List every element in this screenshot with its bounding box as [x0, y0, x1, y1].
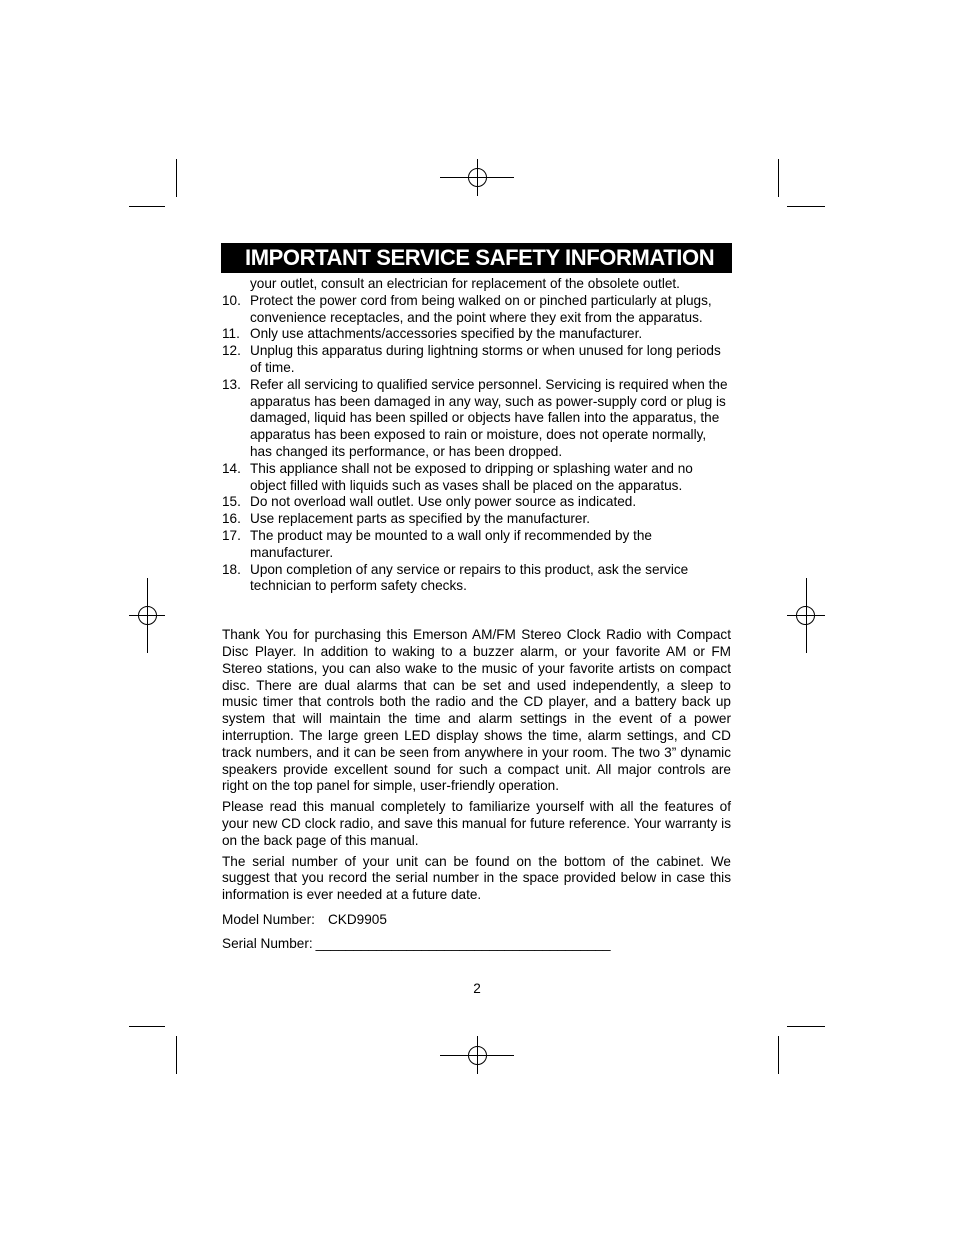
safety-item: 11. Only use attachments/accessories specified by the manufacturer.: [222, 326, 643, 342]
crop-mark: [778, 1036, 779, 1074]
safety-item: 15. Do not overload wall outlet. Use only power source as indicated.: [222, 494, 637, 510]
crop-mark: [778, 159, 779, 197]
safety-item: 12. Unplug this apparatus during lightning storms or when unused for long periods of time.: [222, 343, 721, 375]
crop-mark: [176, 1036, 177, 1074]
model-number-label: Model Number:: [222, 911, 315, 927]
safety-item: 17. The product may be mounted to a wall only if recommended by the manufacturer.: [222, 527, 652, 560]
crop-mark: [129, 206, 165, 207]
intro-paragraph: Please read this manual completely to familiarize yourself with all the features of your new CD clock radio, and save this manual for future reference. Your warranty is on the back page of this manual.: [222, 799, 731, 848]
page-number: 2: [473, 981, 481, 996]
serial-number-row: [222, 936, 731, 953]
serial-number-line: _______________________________________: [315, 935, 611, 951]
safety-continuation: your outlet, consult an electrician for replacement of the obsolete outlet.: [250, 276, 680, 291]
page-content: [222, 276, 731, 952]
model-number-value: CKD9905: [327, 911, 387, 927]
crop-mark: [129, 1026, 165, 1027]
crop-mark: [787, 206, 825, 207]
safety-item: 14. This appliance shall not be exposed to dripping or splashing water and no object filled with liquids such as vases shall be placed on the apparatus.: [222, 460, 693, 493]
serial-number-label: Serial Number:: [222, 935, 313, 951]
crop-mark: [176, 159, 177, 197]
safety-item: 13. Refer all servicing to qualified service personnel. Servicing is required when the apparatus has been damaged in any way, such as power-supply cord or plug is damaged, liquid has been spilled or objects have fallen into the apparatus, the apparatus has been exposed to rain or moisture, does not operate normally, has changed its performance, or has been dropped.: [222, 376, 728, 459]
intro-paragraph: Thank You for purchasing this Emerson AM/FM Stereo Clock Radio with Compact Disc Player. In addition to waking to a buzzer alarm, or your favorite AM or FM Stereo stations, you can also wake to the music of your favorite artists on compact disc. There are dual alarms that can be set and used independently, a sleep to music timer that controls both the radio and the CD player, and a battery back up system that will maintain the time and alarm settings in the event of a power interruption. The large green LED display shows the time, alarm settings, and CD track numbers, and it can be seen from anywhere in your room. The two 3” dynamic speakers provide excellent sound for such a compact unit. All major controls are right on the top panel for simple, user-friendly operation.: [222, 627, 731, 794]
intro-paragraph: The serial number of your unit can be found on the bottom of the cabinet. We suggest that you record the serial number in the space provided below in case this information is ever needed at a future date.: [222, 853, 731, 903]
safety-item: 18. Upon completion of any service or repairs to this product, ask the service technician to perform safety checks.: [222, 561, 689, 594]
section-title: IMPORTANT SERVICE SAFETY INFORMATION: [245, 245, 715, 270]
safety-item: 16. Use replacement parts as specified by the manufacturer.: [222, 511, 591, 527]
safety-list: [222, 293, 731, 595]
section-header: [221, 243, 732, 273]
intro-section: [222, 627, 731, 952]
model-number-row: [222, 912, 731, 929]
crop-mark: [787, 1026, 825, 1027]
safety-item: 10. Protect the power cord from being walked on or pinched particularly at plugs, convenience receptacles, and the point where they exit from the apparatus.: [222, 292, 712, 325]
